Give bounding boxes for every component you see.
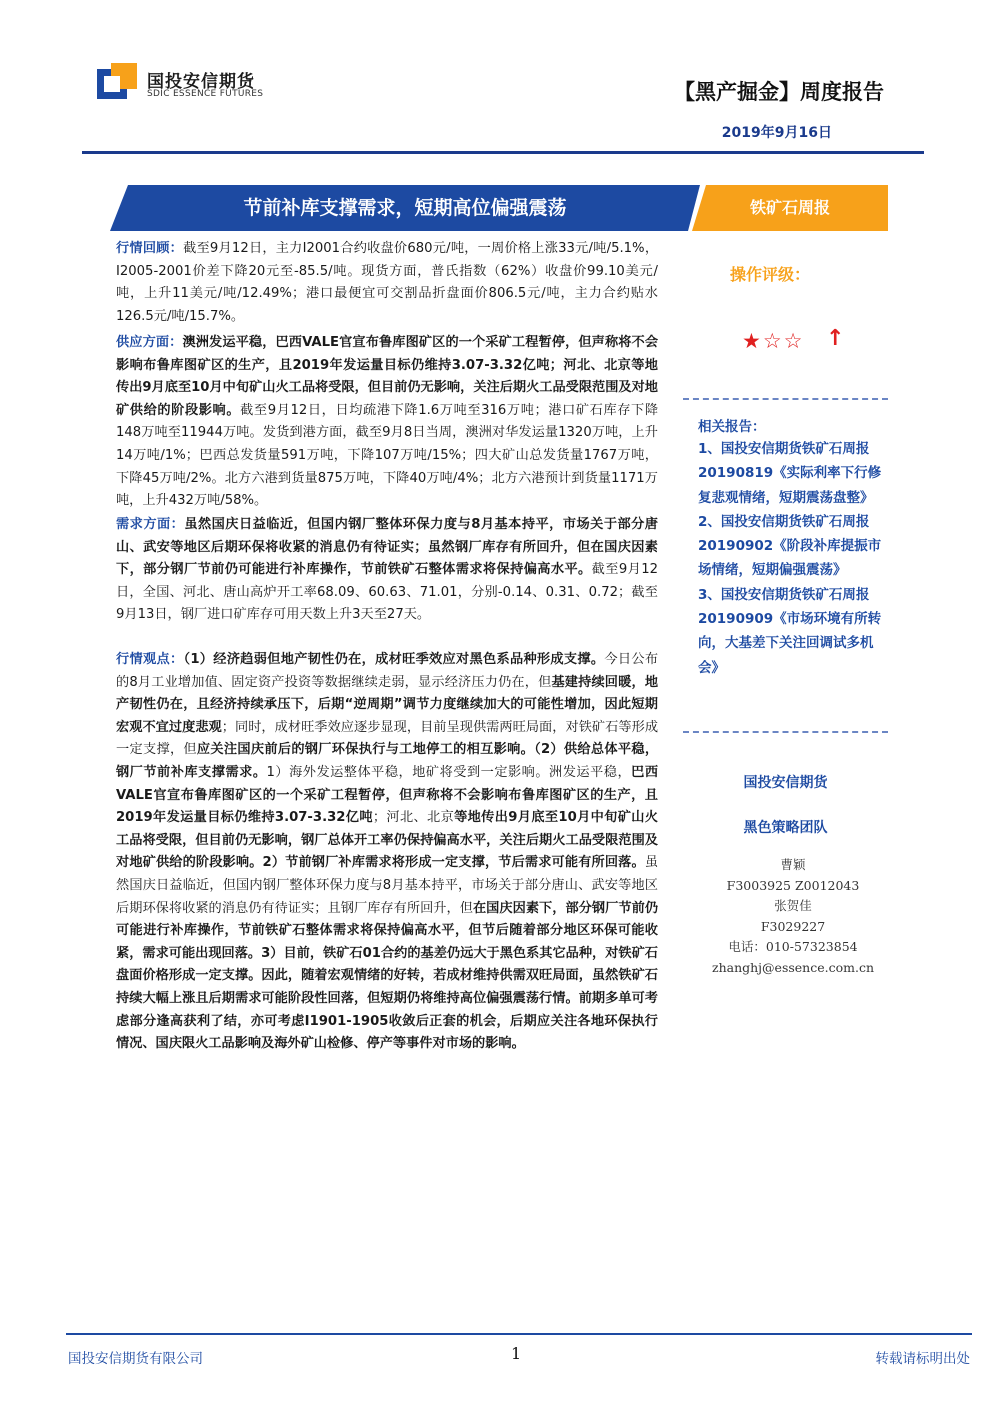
market-view-text-2: ；同时，成材旺季效应逐步显现，目前呈现供需两旺局面，对铁矿石等形成一定支撑，但 bbox=[116, 719, 659, 758]
supply-text: 截至9月12日，日均疏港下降1.6万吨至316万吨；港口矿石库存下降148万吨至11944万吨。发货到港方面，截至9月8日当周，澳洲对华发运量1320万吨，上升14万吨/1%；巴西总发货量591万吨，下降107万吨/15%；四大矿山总发货量1767万吨，下降45万吨/2%。北方六港到货量875万吨，下降40万吨/4%；北方六港预计到货量1171万吨，上升432万吨/58%。 bbox=[116, 402, 659, 509]
market-view-text-5: 虽然国庆日益临近，但国内钢厂整体环保力度与8月基本持平，市场关于部分唐山、武安等地区后期环保将收紧的消息仍有待证实；且钢厂库存有所回升，但 bbox=[116, 855, 658, 916]
footer-company: 国投安信期货有限公司 bbox=[68, 1351, 203, 1367]
related-reports-title: 相关报告： bbox=[698, 419, 766, 435]
footer-divider bbox=[66, 1333, 972, 1335]
related-report-item[interactable]: 3、国投安信期货铁矿石周报20190909《市场环境有所转向，大基差下关注回调试多机会》 bbox=[698, 586, 882, 676]
report-headline: 节前补库支撑需求，短期高位偏强震荡 bbox=[243, 197, 567, 219]
demand-text: 截至9月12日，全国、河北、唐山高炉开工率68.09、60.63、71.01，分别-0.14、0.31、0.72；截至9月13日，钢厂进口矿库存可用天数上升3天至27天。 bbox=[116, 562, 659, 623]
related-reports-list bbox=[698, 437, 888, 680]
report-category: 铁矿石周报 bbox=[749, 198, 830, 217]
analyst-name: 张贺佳 bbox=[774, 898, 812, 913]
market-view-text-4: ；河北、北京 bbox=[372, 810, 455, 826]
rating-label: 操作评级： bbox=[730, 265, 811, 284]
market-view-bold-2: 基建持续回暖，地产韧性仍在，且经济持续承压下，后期“逆周期”调节力度继续加大的可能性增加，因此短期宏观不宜过度悲观 bbox=[116, 674, 659, 735]
related-report-item[interactable]: 2、国投安信期货铁矿石周报20190902《阶段补库提振市场情绪，短期偏强震荡》 bbox=[698, 513, 882, 579]
demand-label: 需求方面： bbox=[116, 517, 185, 532]
analyst-company: 国投安信期货 bbox=[743, 775, 828, 791]
market-view-bold-4: 巴西VALE官宣布鲁库图矿区的一个采矿工程暂停，但声称将不会影响布鲁库图矿区的生产，且2019年发运量目标仍维持3.07-3.32亿吨 bbox=[116, 764, 659, 826]
company-logo bbox=[97, 63, 297, 107]
sidebar-divider bbox=[683, 398, 888, 400]
market-view-label: 行情观点： bbox=[116, 652, 184, 667]
analyst-name: 曹颖 bbox=[780, 857, 806, 872]
footer-notice: 转载请标明出处 bbox=[875, 1351, 970, 1367]
report-type-title: 【黑产掘金】周度报告 bbox=[674, 80, 884, 104]
analyst-license: F3029227 bbox=[760, 918, 826, 934]
demand-section bbox=[116, 514, 658, 627]
demand-highlight: 虽然国庆日益临近，但国内钢厂整体环保力度与8月基本持平，市场关于部分唐山、武安等地区后期环保将收紧的消息仍有待证实；虽然钢厂库存有所回升，但在国庆因素下，部分钢厂节前仍可能进行补库操作，节前铁矿石整体需求将保持偏高水平。 bbox=[116, 517, 658, 578]
market-review-label: 行情回顾： bbox=[116, 241, 184, 256]
analyst-team: 黑色策略团队 bbox=[743, 820, 828, 836]
logo-english-name: SDIC ESSENCE FUTURES bbox=[147, 89, 264, 99]
market-view-section bbox=[116, 649, 658, 1056]
market-view-bold-3: 应关注国庆前后的钢厂环保执行与工地停工的相互影响。（2）供给总体平稳，钢厂节前补库支撑需求。 bbox=[116, 742, 659, 780]
rating-up-arrow-icon: ↑ bbox=[826, 326, 845, 351]
market-view-bold-5: 等地传出9月底至10月中旬矿山火工品将受限，但目前仍无影响，钢厂总体开工率仍保持偏高水平，关注后期火工品受限范围及对地矿供给的阶段影响。2）节前钢厂补库需求将形成一定支撑，节后需求可能有所回落。 bbox=[116, 810, 658, 871]
analyst-email[interactable]: zhanghj@essence.com.cn bbox=[711, 959, 875, 975]
logo-chinese-name: 国投安信期货 bbox=[147, 72, 255, 92]
market-view-text-3: 1）海外发运整体平稳，地矿将受到一定影响。洲发运平稳， bbox=[266, 764, 632, 780]
sidebar-divider bbox=[683, 731, 888, 733]
analyst-contacts bbox=[683, 855, 903, 978]
logo-mark-icon bbox=[97, 63, 137, 103]
supply-label: 供应方面： bbox=[116, 335, 183, 350]
page-number: 1 bbox=[511, 1344, 522, 1363]
market-review-text: 截至9月12日，主力I2001合约收盘价680元/吨，一周价格上涨33元/吨/5.1%，I2005-2001价差下降20元至-85.5/吨。现货方面，普氏指数（62%）收盘价99.10美元/吨，上升11美元/吨/12.49%；港口最便宜可交割品折盘面价806.5元/吨，主力合约贴水126.5元/吨/15.7%。 bbox=[116, 241, 659, 324]
supply-highlight: 澳洲发运平稳，巴西VALE官宣布鲁库图矿区的一个采矿工程暂停，但声称将不会影响布鲁库图矿区的生产，且2019年发运量目标仍维持3.07-3.32亿吨；河北、北京等地传出9月底至10月中旬矿山火工品将受限，但目前仍无影响，关注后期火工品受限范围及对地矿供给的阶段影响。 bbox=[116, 335, 659, 418]
market-view-bold-6: 在国庆因素下，部分钢厂节前仍可能进行补库操作，节前铁矿石整体需求将保持偏高水平，但节后随着部分地区环保可能收紧，需求可能出现回落。3）目前，铁矿石01合约的基差仍远大于黑色系其它品种，对铁矿石盘面价格形成一定支撑。因此，随着宏观情绪的好转，若成材维持供需双旺局面，虽然铁矿石持续大幅上涨且后期需求可能阶段性回落，但短期仍将维持高位偏强震荡行情。前期多单可考虑部分逢高获利了结，亦可考虑I1901-1905收敛后正套的机会，后期应关注各地环保执行情况、国庆限火工品影响及海外矿山检修、停产等事件对市场的影响。 bbox=[116, 900, 659, 1052]
market-review-section bbox=[116, 238, 658, 328]
market-view-text-1: 今日公布的8月工业增加值、固定资产投资等数据继续走弱，显示经济压力仍在，但 bbox=[116, 652, 659, 690]
market-view-bold-1: （1）经济趋弱但地产韧性仍在，成材旺季效应对黑色系品种形成支撑。 bbox=[183, 652, 605, 667]
rating-stars-icon: ★☆☆ bbox=[742, 329, 805, 353]
report-date: 2019年9月16日 bbox=[721, 125, 832, 141]
related-report-item[interactable]: 1、国投安信期货铁矿石周报20190819《实际利率下行修复悲观情绪，短期震荡盘整》 bbox=[698, 441, 882, 506]
analyst-phone: 电话：010-57323854 bbox=[728, 939, 858, 954]
analyst-license: F3003925 Z0012043 bbox=[726, 877, 860, 893]
header-divider bbox=[82, 151, 924, 154]
supply-section bbox=[116, 332, 658, 513]
